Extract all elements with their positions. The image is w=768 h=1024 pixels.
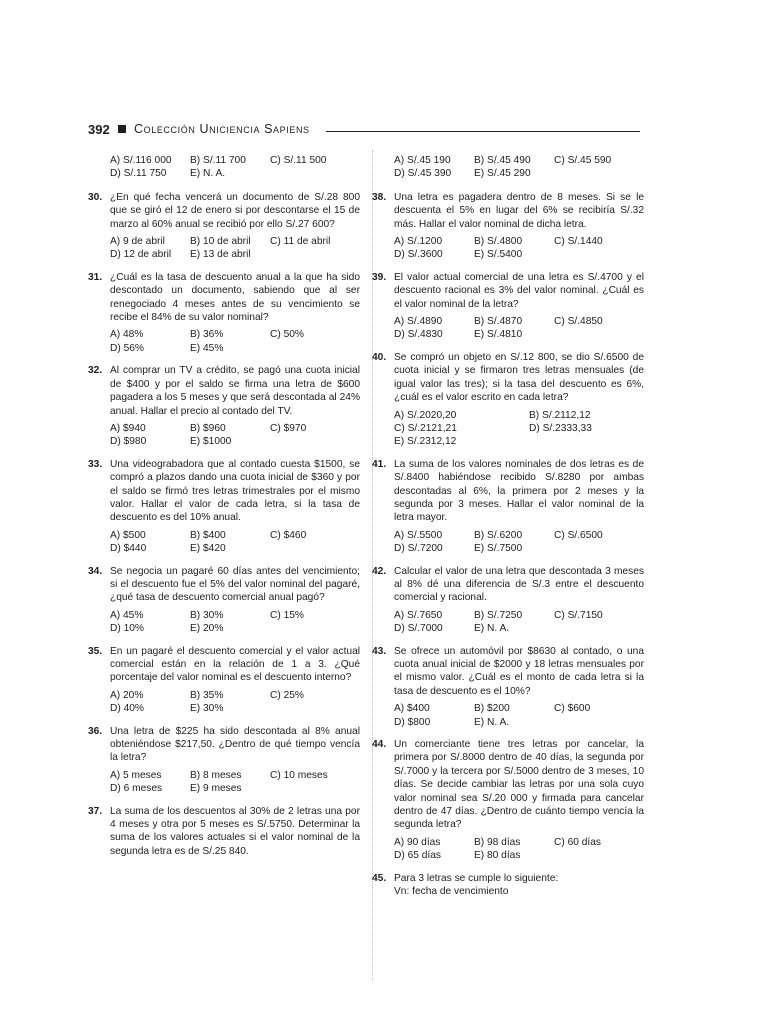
problem-text: Una letra es pagadera dentro de 8 meses. Si se le descuenta el 5% en lugar del 6% se recibiría S/.32 más. Hallar el valor nominal de dicha letra.: [394, 191, 644, 230]
answer-option: E) $1000: [190, 436, 232, 448]
answer-option: B) S/.4870: [474, 316, 523, 328]
problem-text: Se ofrece un automóvil por $8630 al contado, o una cuota anual inicial de $2000 y 18 letras mensuales por el mismo valor. ¿Cuál es el monto de cada letra si la tasa de descuento es el 10%?: [394, 645, 644, 697]
answer-option: D) 56%: [110, 342, 144, 354]
collection-title: Colección Uniciencia Sapiens: [134, 122, 310, 136]
problem-31: [88, 271, 360, 355]
answer-option: C) 11 de abril: [270, 236, 331, 248]
option: E) N. A.: [190, 168, 226, 180]
answer-option: A) S/.2020,20: [394, 409, 457, 421]
problem-45: [372, 872, 644, 899]
problem-36: [88, 725, 360, 796]
answer-option: C) S/.7150: [554, 609, 603, 621]
answer-option: D) S/.4830: [394, 329, 443, 341]
problem-37: [88, 805, 360, 859]
problem-number: 30.: [88, 191, 103, 203]
answer-options: [110, 609, 360, 636]
answer-option: D) $800: [394, 716, 431, 728]
answer-option: B) 35%: [190, 689, 224, 701]
answer-options: [110, 422, 360, 449]
problem-34: [88, 565, 360, 636]
problem-30: [88, 191, 360, 262]
answer-option: B) S/.2112,12: [529, 409, 591, 421]
problem-35: [88, 645, 360, 716]
answer-options: [394, 702, 644, 729]
problem-text: La suma de los valores nominales de dos letras es de S/.8400 habiéndose recibido S/.8280 por ambas descontadas al 6%, la primera por 2 meses y la segunda por 3 meses. Hallar el valor nominal de la letra mayor.: [394, 458, 644, 524]
answer-option: C) S/.2121,21: [394, 422, 457, 434]
problem-38: [372, 191, 644, 262]
option: C) S/.11 500: [270, 155, 327, 166]
answer-option: A) S/.5500: [394, 529, 443, 541]
problem-42: [372, 565, 644, 636]
answer-options: [394, 315, 644, 342]
square-bullet-icon: [118, 125, 126, 133]
answer-options: [110, 769, 360, 796]
problem-43: [372, 645, 644, 729]
answer-option: A) 9 de abril: [110, 236, 165, 248]
problem-number: 40.: [372, 351, 387, 363]
option: B) S/.45 490: [474, 155, 531, 166]
answer-option: B) S/.6200: [474, 529, 523, 541]
problem-text: Se compró un objeto en S/.12 800, se dio S/.6500 de cuota inicial y se firmaron tres letras mensuales (de igual valor las tres); si la tasa del descuento es 6%, ¿cuál es el valor escrito en cada letra?: [394, 351, 644, 404]
option: A) S/.116 000: [110, 155, 172, 166]
answer-option: E) S/.4810: [474, 329, 523, 341]
answer-option: A) 5 meses: [110, 769, 162, 781]
answer-option: A) 20%: [110, 689, 144, 701]
problem-text: ¿En qué fecha vencerá un documento de S/.28 800 que se giró el 12 de enero si por descontarse el 15 de marzo al 60% anual se recibió por ello S/.27 600?: [110, 191, 360, 230]
answer-option: E) 20%: [190, 623, 224, 635]
answer-options: [394, 529, 644, 556]
answer-option: C) 10 meses: [270, 769, 328, 781]
problem-33: [88, 458, 360, 556]
answer-option: D) 12 de abril: [110, 249, 172, 261]
answer-option: C) S/.4850: [554, 316, 603, 328]
problem-number: 36.: [88, 725, 103, 737]
answer-option: B) 98 días: [474, 836, 521, 848]
answer-option: C) $600: [554, 703, 591, 715]
answer-option: C) $460: [270, 529, 307, 541]
answer-options: [110, 529, 360, 556]
answer-option: D) $980: [110, 436, 147, 448]
answer-option: A) 48%: [110, 329, 144, 341]
problem-number: 39.: [372, 271, 387, 283]
answer-options: [394, 235, 644, 262]
answer-options: [394, 609, 644, 636]
problem-number: 34.: [88, 565, 103, 577]
answer-option: B) $400: [190, 529, 226, 541]
answer-option: C) S/.6500: [554, 529, 603, 541]
answer-option: D) 40%: [110, 703, 144, 715]
answer-option: E) 45%: [190, 342, 224, 354]
definition-line: Vn: fecha de vencimiento: [394, 886, 509, 898]
option: D) S/.45 390: [394, 168, 452, 180]
problem-text: Una videograbadora que al contado cuesta $1500, se compró a plazos dando una cuota inicial de $360 y por el saldo se firmó tres letras trimestrales por el mismo valor. Hallar el valor de cada letra, si la tasa de descuento es del 10% anual.: [110, 458, 360, 524]
carry-over-options-left: [88, 154, 360, 181]
carry-over-options-right: [372, 154, 644, 181]
left-column: [88, 154, 360, 867]
answer-option: A) S/.1200: [394, 236, 443, 248]
answer-option: B) 36%: [190, 329, 224, 341]
problem-text: Una letra de $225 ha sido descontada al 8% anual obteniéndose $217,50. ¿Dentro de qué tiempo vencía la letra?: [110, 725, 360, 764]
answer-option: C) 60 días: [554, 836, 601, 848]
problem-number: 45.: [372, 872, 387, 884]
problem-41: [372, 458, 644, 556]
header-rule: [326, 131, 640, 132]
answer-option: D) S/.2333,33: [529, 422, 592, 434]
problem-text: Al comprar un TV a crédito, se pagó una cuota inicial de $400 y por el saldo se firma una letra de $600 pagadera a los 5 meses y que será descontada al 24% anual. Hallar el precio al contado del TV.: [110, 365, 360, 417]
problem-number: 33.: [88, 458, 103, 470]
problem-text: Para 3 letras se cumple lo siguiente:: [394, 872, 559, 884]
answer-option: E) 80 días: [474, 850, 521, 862]
answer-option: D) 65 días: [394, 850, 441, 862]
answer-options: [110, 689, 360, 716]
problem-number: 31.: [88, 271, 103, 283]
problem-32: [88, 364, 360, 448]
problem-40: [372, 351, 644, 449]
answer-options: [110, 235, 360, 262]
answer-option: E) S/.7500: [474, 543, 523, 555]
problem-text: El valor actual comercial de una letra es S/.4700 y el descuento racional es 3% del valor nominal. ¿Cuál es el valor nominal de la letra?: [394, 271, 644, 310]
answer-option: D) $440: [110, 543, 147, 555]
option: B) S/.11 700: [190, 155, 246, 166]
problem-number: 41.: [372, 458, 387, 470]
answer-option: E) S/.2312,12: [394, 436, 457, 448]
answer-option: B) S/.4800: [474, 236, 523, 248]
answer-option: E) N. A.: [474, 623, 510, 635]
answer-option: C) 50%: [270, 329, 304, 341]
answer-option: D) S/.3600: [394, 249, 443, 261]
problem-text: La suma de los descuentos al 30% de 2 letras una por 4 meses y otra por 5 meses es S/.5750. Determinar la suma de los valores actuales si el valor nominal de la segunda letra es de S/.25 840.: [110, 805, 360, 857]
answer-option: E) 9 meses: [190, 783, 242, 795]
problem-text: Un comerciante tiene tres letras por cancelar, la primera por S/.8000 dentro de 40 días, la segunda por S/.7000 y la tercera por S/.5000 dentro de 3 meses, 10 días. Se decide cambiar las letras por una sola cuyo valor nominal sea S/.20 000 y firmada para cancelar dentro de 47 días. ¿Dentro de cuánto tiempo vencía la segunda letra?: [394, 739, 644, 831]
problem-text: ¿Cuál es la tasa de descuento anual a la que ha sido descontado un documento, sabiendo que al ser renegociado 4 meses antes de su vencimiento se recibe el 84% de su valor nominal?: [110, 271, 360, 324]
answer-options: [110, 328, 360, 355]
answer-option: A) 45%: [110, 609, 144, 621]
answer-option: D) 6 meses: [110, 783, 163, 795]
answer-options: [394, 836, 644, 863]
problem-number: 37.: [88, 805, 103, 817]
answer-option: C) $970: [270, 422, 307, 434]
problem-number: 42.: [372, 565, 387, 577]
answer-option: A) $400: [394, 703, 430, 715]
answer-option: E) N. A.: [474, 716, 510, 728]
answer-option: B) 8 meses: [190, 769, 242, 781]
problem-number: 32.: [88, 365, 103, 377]
answer-option: C) S/.1440: [554, 236, 603, 248]
problem-text: En un pagaré el descuento comercial y el valor actual comercial están en la relación de 1 a 3. ¿Qué porcentaje del valor nominal es el descuento interno?: [110, 645, 360, 684]
answer-option: D) 10%: [110, 623, 144, 635]
problem-number: 38.: [372, 191, 387, 203]
problem-number: 44.: [372, 739, 387, 751]
page-header: [88, 122, 640, 138]
answer-option: B) 30%: [190, 609, 224, 621]
answer-option: A) $500: [110, 529, 146, 541]
answer-option: A) $940: [110, 422, 146, 434]
answer-option: E) 30%: [190, 703, 224, 715]
problem-number: 35.: [88, 645, 103, 657]
option: D) S/.11 750: [110, 168, 167, 180]
answer-option: D) S/.7200: [394, 543, 443, 555]
answer-options: [394, 409, 644, 449]
answer-option: A) 90 días: [394, 836, 441, 848]
option: A) S/.45 190: [394, 155, 451, 166]
right-column: [372, 154, 644, 908]
answer-option: A) S/.4890: [394, 316, 443, 328]
answer-option: B) 10 de abril: [190, 236, 251, 248]
answer-option: E) 13 de abril: [190, 249, 251, 261]
option: C) S/.45 590: [554, 155, 612, 166]
answer-option: B) $960: [190, 422, 226, 434]
problem-39: [372, 271, 644, 342]
answer-option: C) 25%: [270, 689, 304, 701]
answer-option: E) S/.5400: [474, 249, 523, 261]
problem-number: 43.: [372, 645, 387, 657]
answer-option: A) S/.7650: [394, 609, 443, 621]
option: E) S/.45 290: [474, 168, 531, 180]
page-number: 392: [88, 122, 110, 137]
answer-option: B) S/.7250: [474, 609, 523, 621]
problem-text: Se negocia un pagaré 60 días antes del vencimiento; si el descuento fue el 5% del valor nominal del pagaré, ¿qué tasa de descuento comercial anual pagó?: [110, 565, 360, 604]
problem-text: Calcular el valor de una letra que descontada 3 meses al 8% dé una diferencia de S/.3 entre el descuento comercial y racional.: [394, 565, 644, 604]
answer-option: D) S/.7000: [394, 623, 443, 635]
problem-44: [372, 738, 644, 863]
answer-option: B) $200: [474, 703, 510, 715]
answer-option: C) 15%: [270, 609, 304, 621]
answer-option: E) $420: [190, 543, 226, 555]
